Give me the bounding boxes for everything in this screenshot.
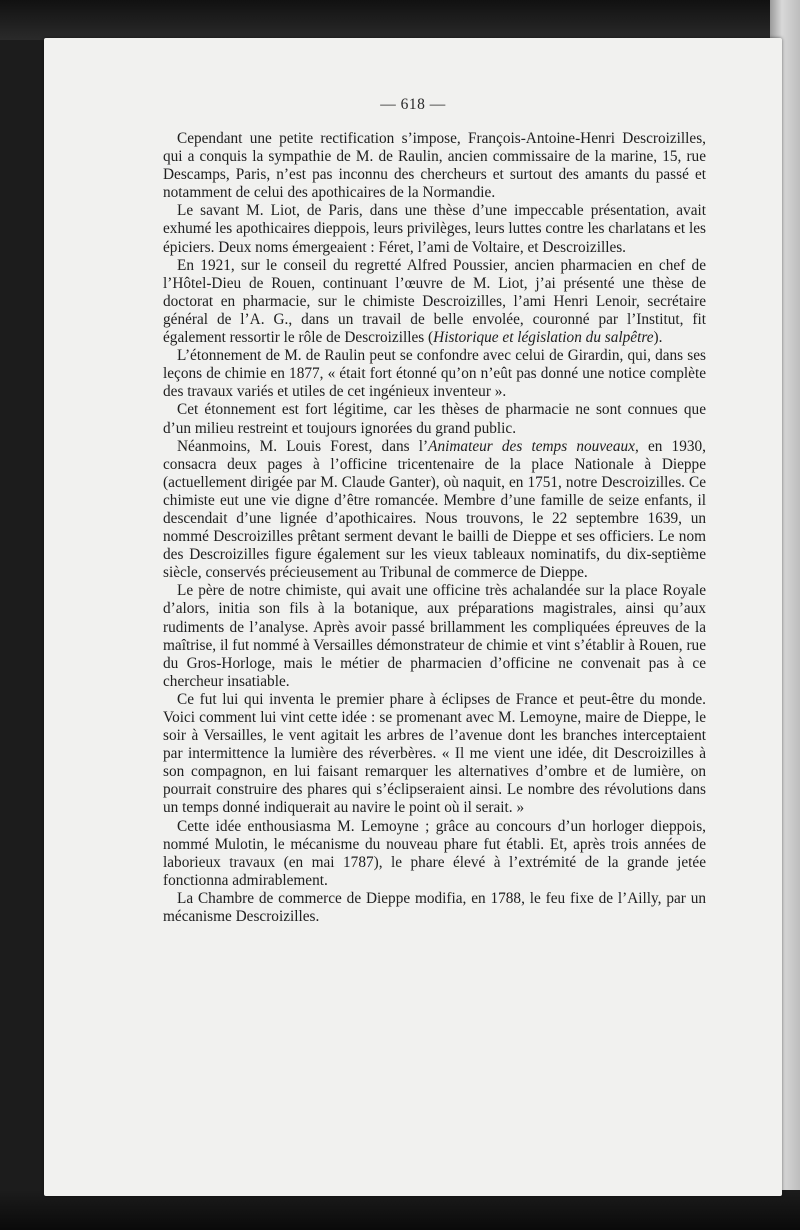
paragraph-5: Cet étonnement est fort légitime, car les thèses de pharmacie ne sont connues que d’un milieu restreint et toujours ignorées du grand public. <box>163 401 706 437</box>
paragraph-3-text: En 1921, sur le conseil du regretté Alfred Poussier, ancien pharmacien en chef de l’Hôtel-Dieu de Rouen, continuant l’œuvre de M. Liot, j’ai présenté une thèse de doctorat en pharmacie, sur le chimiste Descroizilles, l’ami Henri Lenoir, secrétaire général de l’A. G., dans un travail de belle envolée, couronné par l’Institut, fit également ressortir le rôle de Descroizilles ( <box>163 256 706 347</box>
paragraph-2: Le savant M. Liot, de Paris, dans une thèse d’une impeccable présentation, avait exhumé les apothicaires dieppois, leurs privilèges, leurs luttes contre les charlatans et les épiciers. Deux noms émergeaient : Féret, l’ami de Voltaire, et Descroizilles. <box>163 202 706 256</box>
paragraph-7: Le père de notre chimiste, qui avait une officine très achalandée sur la place Royale d’alors, initia son fils à la botanique, aux préparations magistrales, ainsi qu’aux rudiments de l’analyse. Après avoir passé brillamment les compliquées épreuves de la maîtrise, il fut nommé à Versailles démonstrateur de chimie et vint s’établir à Rouen, rue du Gros-Horloge, mais le métier de pharmacien d’officine ne convenait pas à ce chercheur insatiable. <box>163 582 706 690</box>
page-number: — 618 — <box>380 96 446 113</box>
scan-border-top <box>0 0 800 40</box>
paragraph-4: L’étonnement de M. de Raulin peut se confondre avec celui de Girardin, qui, dans ses leçons de chimie en 1877, « était fort étonné qu’on n’eût pas donné une notice complète des travaux variés et utiles de cet ingénieux inventeur ». <box>163 347 706 401</box>
paragraph-8: Ce fut lui qui inventa le premier phare à éclipses de France et peut-être du monde. Voici comment lui vint cette idée : se promenant avec M. Lemoyne, maire de Dieppe, le soir à Versailles, le vent agitait les arbres de l’avenue dont les branches interceptaient par intermittence la lumière des réverbères. « Il me vient une idée, dit Descroizilles à son compagnon, en lui faisant remarquer les alternatives d’ombre et de lumière, on pourrait construire des phares qui s’éclipseraient ainsi. Le nombre des révolutions dans un temps donné indiquerait au navire le point où il serait. » <box>163 690 706 817</box>
paragraph-6 <box>163 438 706 583</box>
paragraph-3-end: ). <box>653 329 663 347</box>
paragraph-3 <box>163 257 706 347</box>
paragraph-6-end: , en 1930, consacra deux pages à l’officine tricentenaire de la place Nationale à Dieppe (actuellement dirigée par M. Claude Ganter), où naquit, en 1751, notre Descroizilles. Ce chimiste eut une vie digne d’être romancée. Membre d’une famille de seize enfants, il descendait d’une lignée d’apothicaires. Nous trouvons, le 22 septembre 1639, un nommé Descroizilles prêtant serment devant le bailli de Dieppe et ses officiers. Le nom des Descroizilles figure également sur les vieux tableaux nominatifs, du dix-septième siècle, conservés précieusement au Tribunal de commerce de Dieppe. <box>163 437 706 582</box>
paragraph-1: Cependant une petite rectification s’impose, François-Antoine-Henri Descroizilles, qui a conquis la sympathie de M. de Raulin, ancien commissaire de la marine, 15, rue Descamps, Paris, n’est pas inconnu des chercheurs et surtout des amants du passé et notamment de celui des apothicaires de la Normandie. <box>163 130 706 202</box>
body-text <box>163 130 706 926</box>
scan-border-bottom <box>0 1190 800 1230</box>
paragraph-3-title: Historique et législation du salpêtre <box>433 329 654 347</box>
paragraph-6-title: Animateur des temps nouveaux <box>428 437 635 455</box>
document-page <box>44 38 782 1196</box>
paragraph-9: Cette idée enthousiasma M. Lemoyne ; grâce au concours d’un horloger dieppois, nommé Mulotin, le mécanisme du nouveau phare fut établi. Et, après trois années de laborieux travaux (en mai 1787), le phare élevé à l’extrémité de la grande jetée fonctionna admirablement. <box>163 817 706 889</box>
paragraph-10: La Chambre de commerce de Dieppe modifia, en 1788, le feu fixe de l’Ailly, par un mécanisme Descroizilles. <box>163 889 706 926</box>
paragraph-6-text: Néanmoins, M. Louis Forest, dans l’ <box>177 437 429 455</box>
